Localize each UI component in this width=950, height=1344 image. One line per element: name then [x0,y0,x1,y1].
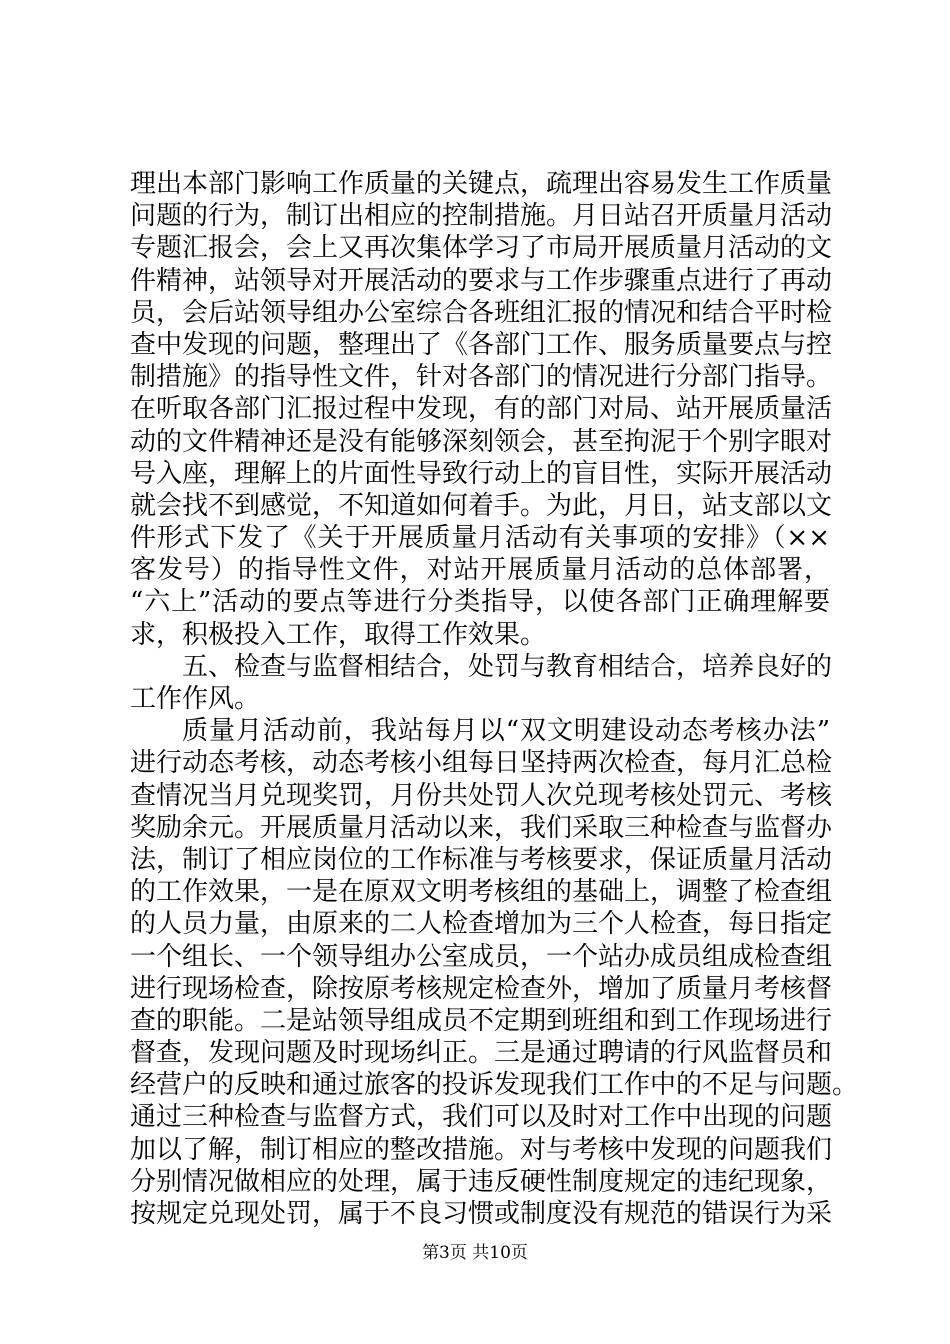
text-line: 查情况当月兑现奖罚，月份共处罚人次兑现考核处罚元、考核 [130,780,833,811]
text-line: 号入座，理解上的片面性导致行动上的盲目性，实际开展活动 [130,458,833,489]
text-line: 制措施》的指导性文件，针对各部门的情况进行分部门指导。 [130,362,833,393]
text-line: 按规定兑现处罚，属于不良习惯或制度没有规范的错误行为采 [130,1199,833,1229]
text-line: 督查，发现问题及时现场纠正。三是通过聘请的行风监督员和 [130,1038,833,1069]
text-line: 通过三种检查与监督方式，我们可以及时对工作中出现的问题 [130,1102,833,1133]
text-line: 进行动态考核，动态考核小组每日坚持两次检查，每月汇总检 [130,748,833,779]
text-line: 动的文件精神还是没有能够深刻领会，甚至拘泥于个别字眼对 [130,426,833,457]
text-line: 的人员力量，由原来的二人检查增加为三个人检查，每日指定 [130,909,833,940]
text-line: 奖励余元。开展质量月活动以来，我们采取三种检查与监督办 [130,812,833,843]
text-line: 查中发现的问题，整理出了《各部门工作、服务质量要点与控 [130,329,833,360]
document-body [130,168,859,1230]
text-line: “六上”活动的要点等进行分类指导，以使各部门正确理解要 [130,587,830,618]
text-line: 分别情况做相应的处理，属于违反硬性制度规定的违纪现象， [130,1166,833,1197]
text-line: 法，制订了相应岗位的工作标准与考核要求，保证质量月活动 [130,844,833,875]
text-line: 客发号）的指导性文件，对站开展质量月活动的总体部署， [130,555,830,586]
text-line: 员，会后站领导组办公室综合各班组汇报的情况和结合平时检 [130,297,833,328]
page-number-footer: 第3页 共10页 [422,1243,528,1263]
text-line: 求，积极投入工作，取得工作效果。 [130,619,547,650]
text-line: 经营户的反映和通过旅客的投诉发现我们工作中的不足与问题。 [130,1070,859,1101]
text-line: 件形式下发了《关于开展质量月活动有关事项的安排》（×× [130,523,830,554]
text-line: 的工作效果，一是在原双文明考核组的基础上，调整了检查组 [130,877,833,908]
text-line: 理出本部门影响工作质量的关键点，疏理出容易发生工作质量 [130,169,833,199]
text-line: 质量月活动前，我站每月以“双文明建设动态考核办法” [182,716,830,747]
text-line: 件精神，站领导对开展活动的要求与工作步骤重点进行了再动 [130,265,833,296]
text-line: 专题汇报会，会上又再次集体学习了市局开展质量月活动的文 [130,233,833,264]
text-line: 在听取各部门汇报过程中发现，有的部门对局、站开展质量活 [130,394,833,425]
text-line: 就会找不到感觉，不知道如何着手。为此，月日，站支部以文 [130,490,833,521]
section-heading-continued: 工作作风。 [130,684,261,714]
text-line: 进行现场检查，除按原考核规定检查外，增加了质量月考核督 [130,973,833,1004]
section-heading: 五、检查与监督相结合，处罚与教育相结合，培养良好的 [182,651,833,682]
text-line: 问题的行为，制订出相应的控制措施。月日站召开质量月活动 [130,201,833,232]
text-line: 一个组长、一个领导组办公室成员，一个站办成员组成检查组 [130,941,833,972]
text-line: 加以了解，制订相应的整改措施。对与考核中发现的问题我们 [130,1134,833,1165]
text-line: 查的职能。二是站领导组成员不定期到班组和到工作现场进行 [130,1005,833,1036]
